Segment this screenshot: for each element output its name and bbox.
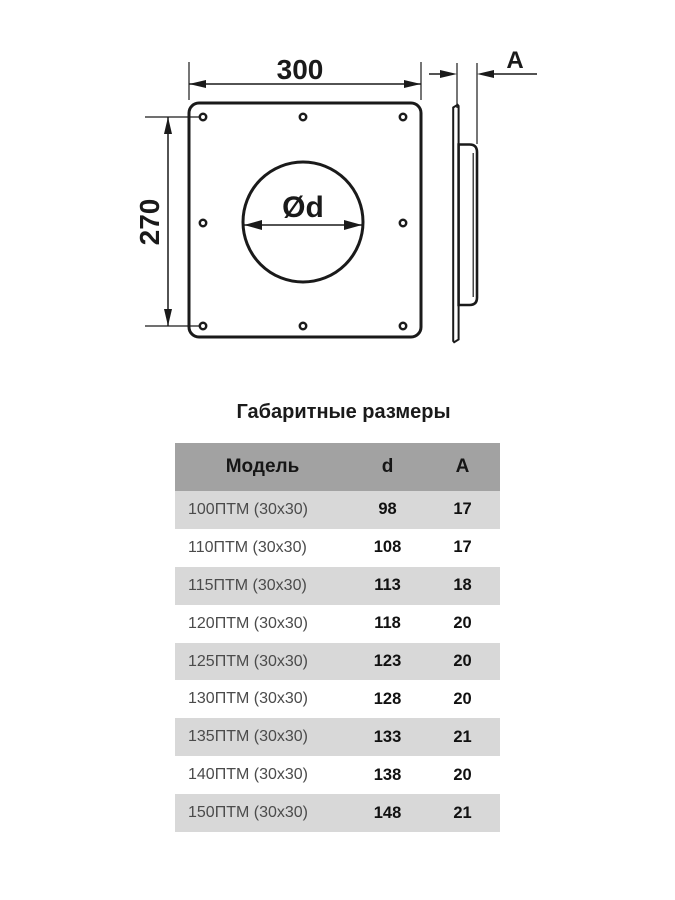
- mounting-hole: [300, 323, 306, 329]
- d-value-cell: 118: [374, 614, 401, 633]
- front-view: [134, 54, 421, 337]
- a-value-cell: 18: [453, 576, 472, 595]
- column-header-d: d: [381, 456, 394, 477]
- model-cell: 110ПТМ (30x30): [188, 538, 307, 556]
- d-value-cell: 123: [373, 652, 402, 670]
- table-row: [175, 567, 500, 605]
- dim-diameter-label: Ød: [282, 191, 324, 224]
- side-collar: [459, 145, 477, 306]
- mounting-hole: [200, 323, 206, 329]
- technical-drawing: [0, 0, 675, 395]
- table-row: [175, 718, 500, 756]
- model-cell: 100ПТМ (30x30): [188, 500, 308, 518]
- table-row: [175, 605, 500, 643]
- mounting-hole: [400, 220, 406, 226]
- column-header-model: Модель: [225, 456, 300, 477]
- dim-height-label: 270: [134, 198, 165, 246]
- d-value-cell: 148: [373, 803, 402, 822]
- table-row: [175, 491, 500, 529]
- arrowhead-right: [440, 70, 457, 78]
- column-header-a: A: [455, 456, 470, 477]
- a-value-cell: 20: [453, 614, 472, 633]
- dim-thickness-label: A: [506, 47, 524, 74]
- mounting-hole: [400, 114, 406, 120]
- mounting-hole: [400, 323, 406, 329]
- arrowhead-right: [404, 80, 421, 88]
- model-cell: 140ПТМ (30x30): [188, 766, 308, 784]
- a-value-cell: 17: [453, 500, 472, 519]
- model-cell: 150ПТМ (30x30): [188, 804, 308, 822]
- a-value-cell: 20: [453, 689, 472, 708]
- d-value-cell: 98: [378, 500, 397, 519]
- table-header-row: [175, 443, 500, 491]
- mounting-hole: [300, 114, 306, 120]
- table-row: [175, 756, 500, 794]
- model-cell: 125ПТМ (30x30): [188, 652, 308, 670]
- table-body: [175, 491, 500, 832]
- side-view: [429, 47, 537, 342]
- model-cell: 120ПТМ (30x30): [188, 614, 308, 632]
- a-value-cell: 21: [453, 803, 472, 822]
- table-row: [175, 794, 500, 832]
- a-value-cell: 17: [453, 538, 472, 557]
- arrowhead-left: [477, 70, 494, 78]
- model-cell: 130ПТМ (30x30): [188, 690, 308, 708]
- mounting-hole: [200, 114, 206, 120]
- table-row: [175, 680, 500, 718]
- d-value-cell: 113: [374, 576, 401, 595]
- a-value-cell: 20: [453, 765, 472, 784]
- arrowhead-down: [164, 309, 172, 326]
- d-value-cell: 128: [373, 689, 402, 708]
- dimensions-table: [175, 443, 500, 832]
- table-title: Габаритные размеры: [236, 401, 451, 423]
- d-value-cell: 108: [373, 538, 402, 557]
- arrowhead-up: [164, 117, 172, 134]
- d-value-cell: 133: [373, 727, 402, 746]
- model-cell: 115ПТМ (30x30): [188, 576, 307, 594]
- mounting-hole: [200, 220, 206, 226]
- dim-width: [189, 54, 421, 100]
- a-value-cell: 20: [453, 652, 472, 670]
- d-value-cell: 138: [373, 765, 402, 784]
- model-cell: 135ПТМ (30x30): [188, 728, 308, 746]
- a-value-cell: 21: [453, 727, 472, 746]
- arrowhead-left: [189, 80, 206, 88]
- dim-width-label: 300: [276, 54, 324, 85]
- table-row: [175, 643, 500, 681]
- dim-thickness: [429, 47, 537, 144]
- table-row: [175, 529, 500, 567]
